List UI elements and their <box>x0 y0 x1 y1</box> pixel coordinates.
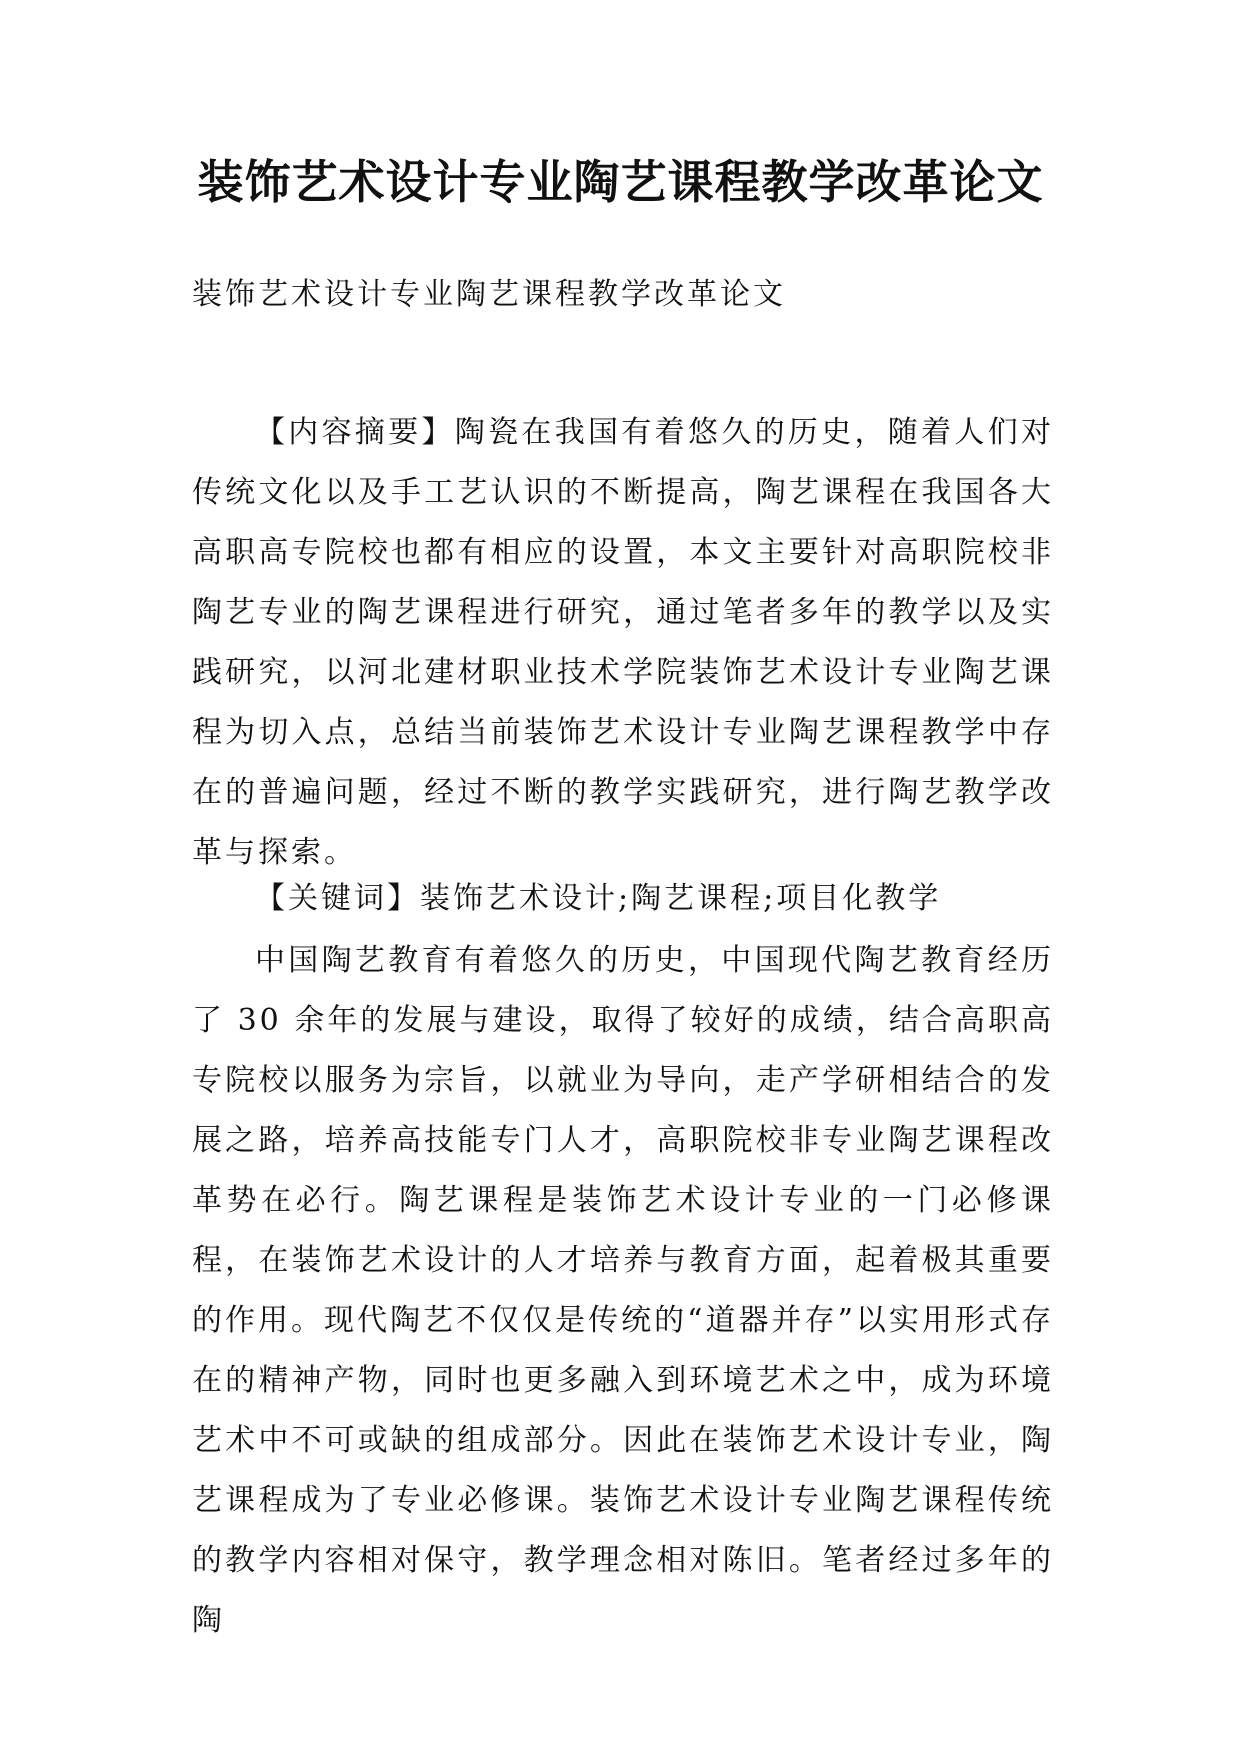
document-title: 装饰艺术设计专业陶艺课程教学改革论文 <box>197 155 1044 209</box>
keywords-paragraph: 【关键词】装饰艺术设计;陶艺课程;项目化教学 <box>255 881 942 916</box>
body-paragraph: 中国陶艺教育有着悠久的历史，中国现代陶艺教育经历了 30 余年的发展与建设，取得了较好的成绩，结合高职高专院校以服务为宗旨，以就业为导向，走产学研相结合的发展之路，培养高技能专门人才，高职院校非专业陶艺课程改革势在必行。陶艺课程是装饰艺术设计专业的一门必修课程，在装饰艺术设计的人才培养与教育方面，起着极其重要的作用。现代陶艺不仅仅是传统的“道器并存”以实用形式存在的精神产物，同时也更多融入到环境艺术之中，成为环境艺术中不可或缺的组成部分。因此在装饰艺术设计专业，陶艺课程成为了专业必修课。装饰艺术设计专业陶艺课程传统的教学内容相对保守，教学理念相对陈旧。笔者经过多年的陶 <box>192 943 1054 1638</box>
abstract-paragraph: 【内容摘要】陶瓷在我国有着悠久的历史，随着人们对传统文化以及手工艺认识的不断提高，陶艺课程在我国各大高职高专院校也都有相应的设置，本文主要针对高职院校非陶艺专业的陶艺课程进行研究，通过笔者多年的教学以及实践研究，以河北建材职业技术学院装饰艺术设计专业陶艺课程为切入点，总结当前装饰艺术设计专业陶艺课程教学中存在的普遍问题，经过不断的教学实践研究，进行陶艺教学改革与探索。 <box>192 415 1054 870</box>
document-subtitle: 装饰艺术设计专业陶艺课程教学改革论文 <box>192 277 786 312</box>
